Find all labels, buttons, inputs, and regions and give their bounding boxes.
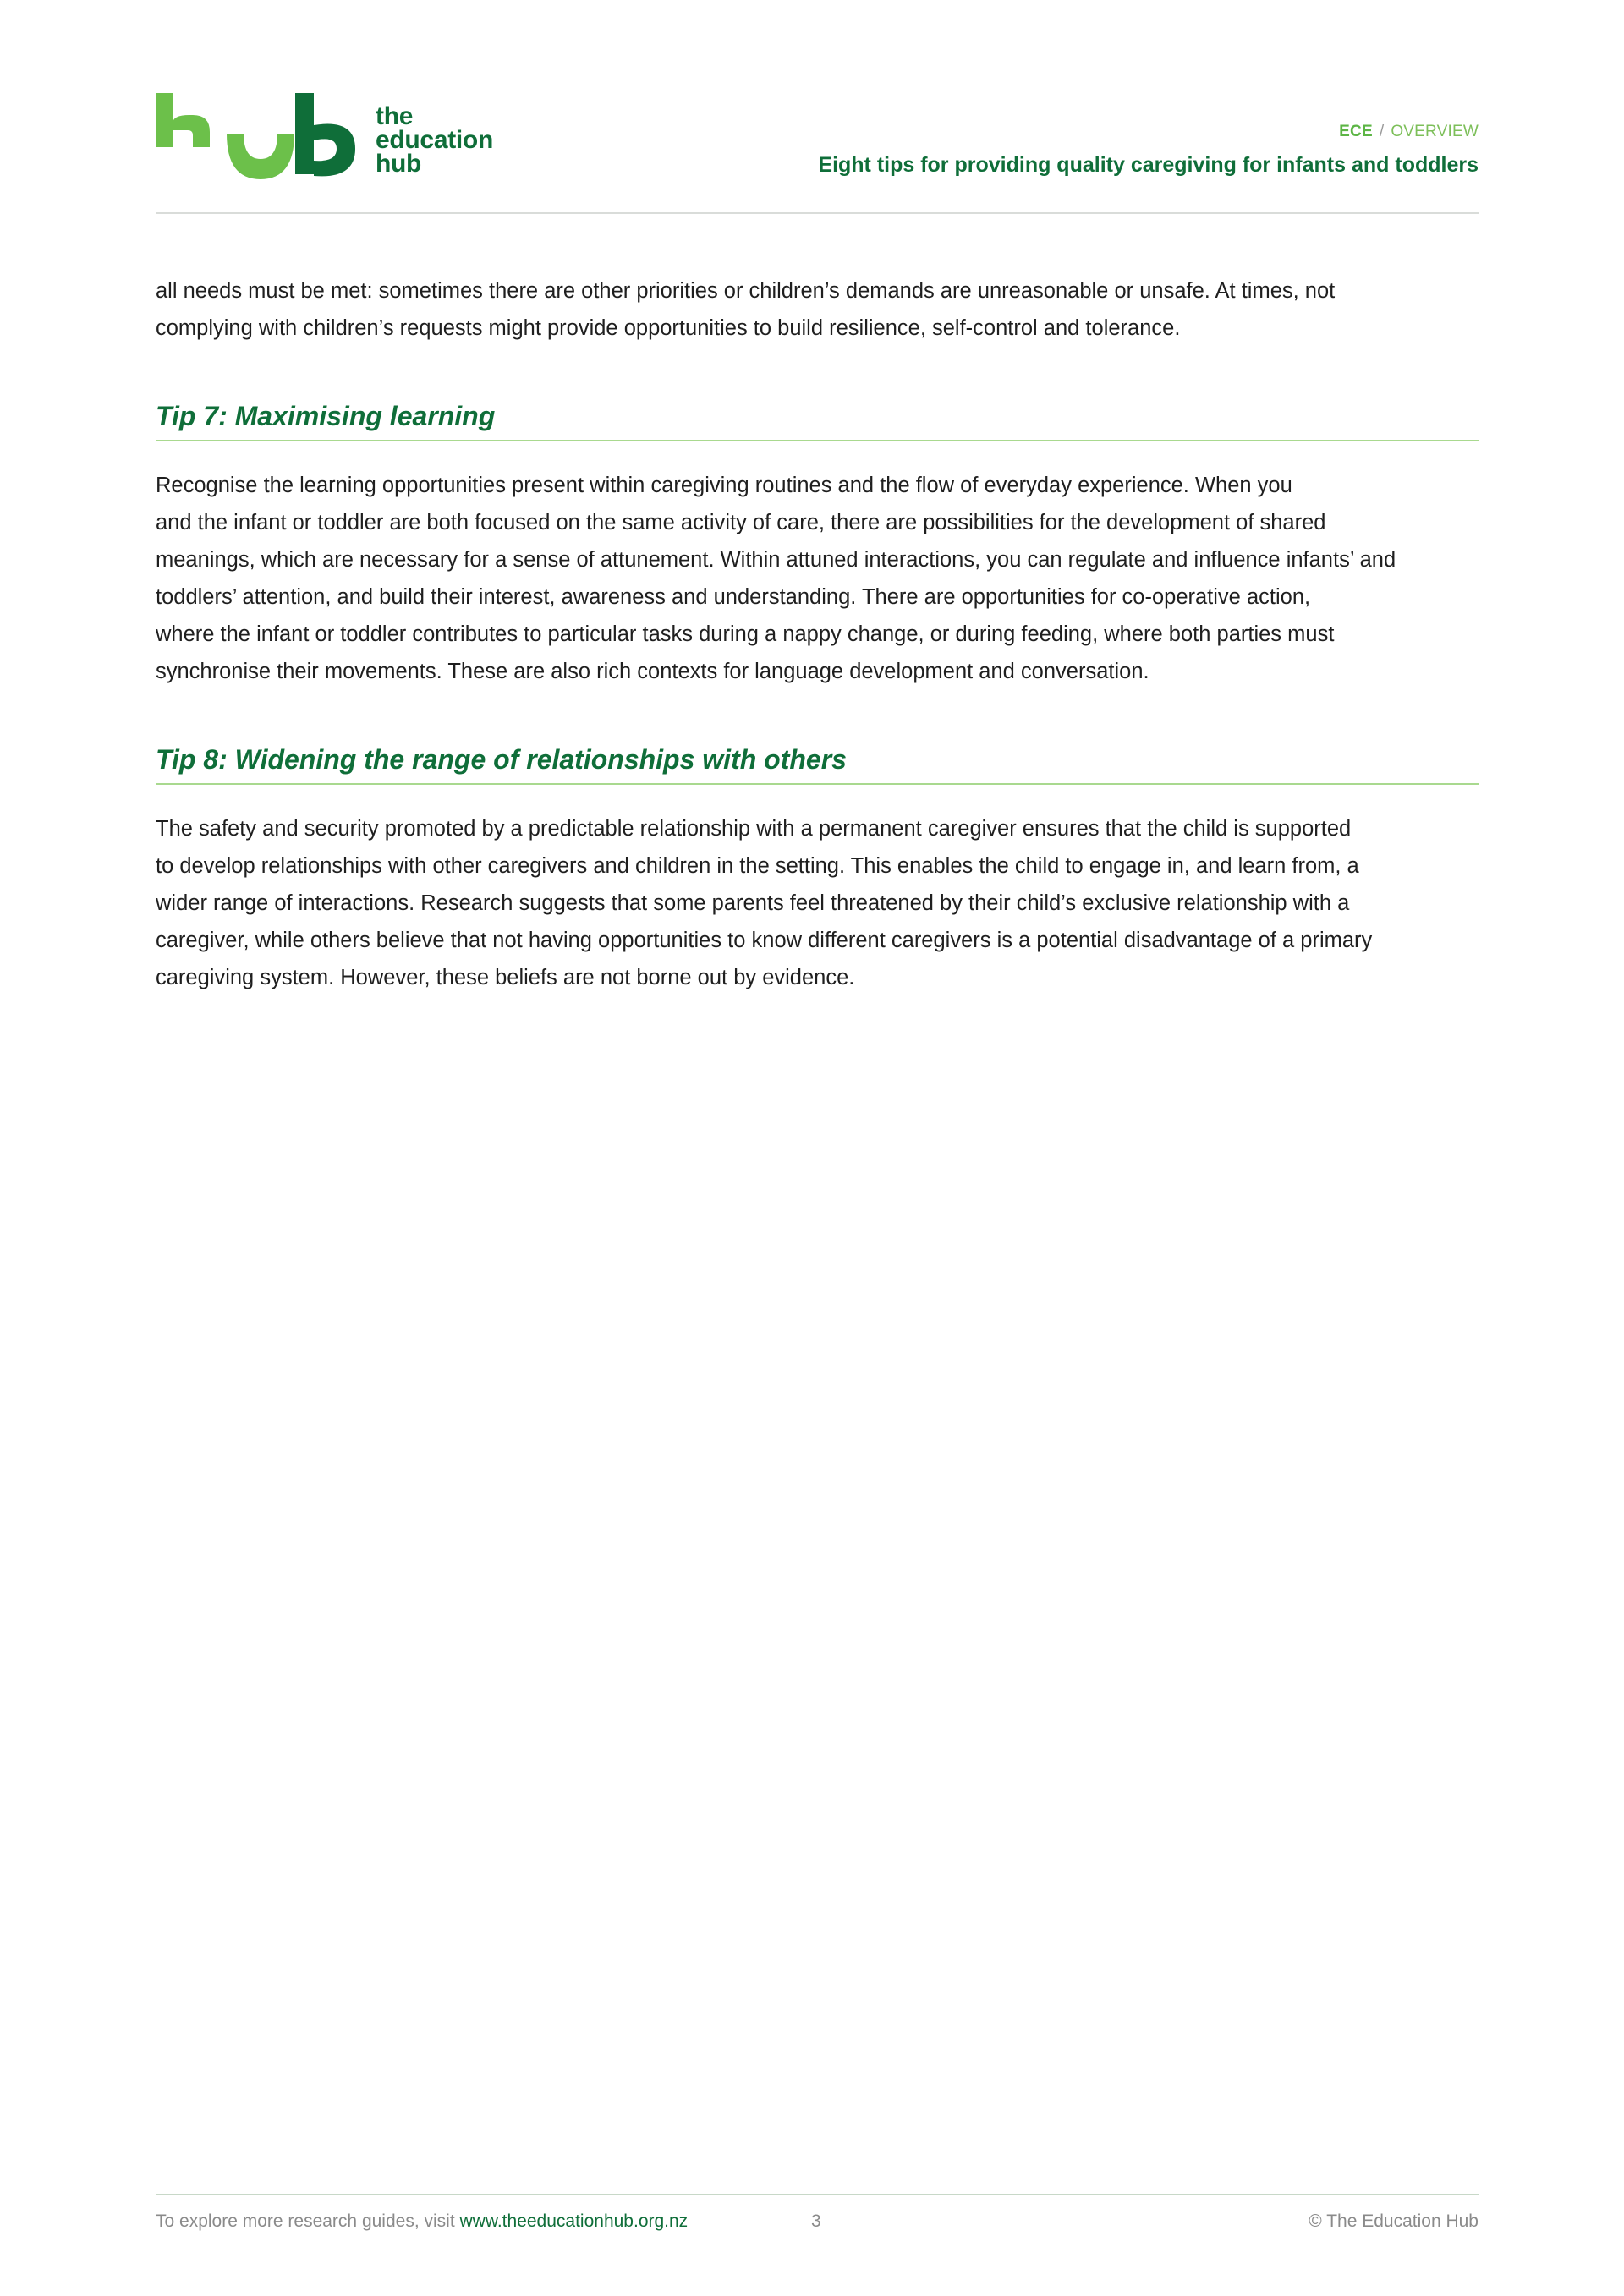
- page-number: 3: [811, 2211, 821, 2231]
- tip-7-heading: Tip 7: Maximising learning: [156, 401, 496, 431]
- paragraph-line: synchronise their movements. These are also rich contexts for language development and conversation.: [156, 660, 1149, 683]
- hub-logo-icon: [156, 93, 359, 181]
- paragraph-line: complying with children’s requests might provide opportunities to build resilience, self-control and tolerance.: [156, 316, 1181, 340]
- footer-website-link[interactable]: www.theeducationhub.org.nz: [459, 2211, 689, 2231]
- logo-text-the: the: [376, 102, 414, 130]
- tip-8-section: [156, 743, 1492, 996]
- header-divider: [156, 212, 1479, 214]
- footer-visit-text: [156, 2209, 688, 2234]
- footer-divider: [156, 2194, 1479, 2195]
- tip-8-paragraph: [156, 810, 1492, 996]
- breadcrumb: [818, 122, 1479, 142]
- header-meta: [818, 122, 1479, 178]
- paragraph-line: caregiver, while others believe that not having opportunities to know different caregivers is a potential disadvantage of a primary: [156, 929, 1373, 952]
- paragraph-line: Recognise the learning opportunities present within caregiving routines and the flow of everyday experience. When you: [156, 474, 1292, 497]
- paragraph-line: wider range of interactions. Research suggests that some parents feel threatened by their child’s exclusive relationship with a: [156, 891, 1350, 915]
- tip-8-heading: Tip 8: Widening the range of relationships with others: [156, 744, 847, 775]
- footer-copyright: © The Education Hub: [1309, 2211, 1479, 2231]
- paragraph-line: where the infant or toddler contributes to particular tasks during a nappy change, or during feeding, where both parties must: [156, 622, 1335, 646]
- main-content: [156, 272, 1492, 996]
- document-title: Eight tips for providing quality caregiving for infants and toddlers: [818, 153, 1479, 177]
- logo-text-hub: hub: [376, 150, 422, 178]
- paragraph-line: and the infant or toddler are both focused on the same activity of care, there are possibilities for the development of shared: [156, 511, 1326, 534]
- paragraph-line: caregiving system. However, these beliefs are not borne out by evidence.: [156, 966, 855, 989]
- footer-prefix: To explore more research guides, visit: [156, 2211, 460, 2231]
- tip-7-section: [156, 399, 1492, 690]
- paragraph-line: toddlers’ attention, and build their interest, awareness and understanding. There are opportunities for co-operative action,: [156, 585, 1311, 609]
- logo-text-education: education: [376, 126, 493, 154]
- paragraph-line: meanings, which are necessary for a sense of attunement. Within attuned interactions, you can regulate and influence infants’ and: [156, 548, 1396, 572]
- page-header: [156, 91, 1479, 213]
- breadcrumb-separator: /: [1379, 123, 1385, 140]
- education-hub-logo: [156, 91, 511, 179]
- breadcrumb-section: ECE: [1339, 123, 1373, 140]
- logo-wordmark: [376, 102, 493, 178]
- tip-7-paragraph: [156, 467, 1492, 690]
- breadcrumb-category: OVERVIEW: [1391, 123, 1479, 140]
- page-footer: [156, 2209, 1479, 2234]
- paragraph-line: to develop relationships with other caregivers and children in the setting. This enables the child to engage in, and learn from, a: [156, 854, 1359, 878]
- paragraph-line: all needs must be met: sometimes there are other priorities or children’s demands are unreasonable or unsafe. At times, not: [156, 279, 1336, 303]
- paragraph-line: The safety and security promoted by a predictable relationship with a permanent caregiver ensures that the child is supported: [156, 817, 1352, 841]
- intro-paragraph: [156, 272, 1492, 347]
